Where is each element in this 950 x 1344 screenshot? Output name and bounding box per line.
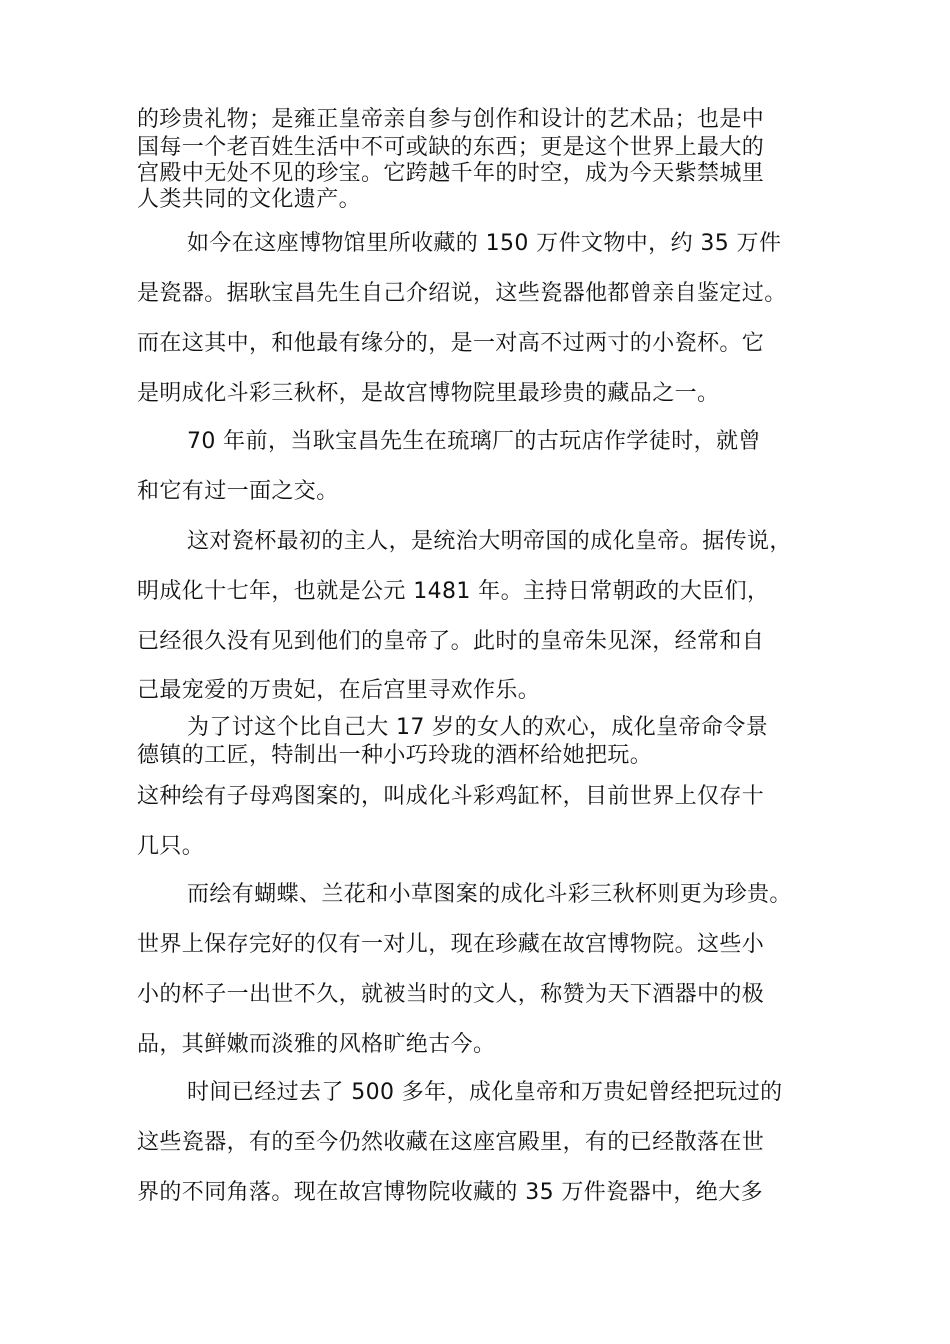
text-line: 为了讨这个比自己大 17 岁的女人的欢心，成化皇帝命令景 (187, 715, 769, 740)
text-line: 宫殿中无处不见的珍宝。它跨越千年的时空，成为今天紫禁城里 (137, 161, 765, 186)
text-line: 界的不同角落。现在故宫博物院收藏的 35 万件瓷器中，绝大多 (137, 1180, 763, 1205)
text-line: 已经很久没有见到他们的皇帝了。此时的皇帝朱见深，经常和自 (137, 629, 765, 654)
text-line: 世界上保存完好的仅有一对儿，现在珍藏在故宫博物院。这些小 (137, 932, 765, 957)
text-line: 如今在这座博物馆里所收藏的 150 万件文物中，约 35 万件 (187, 231, 782, 256)
text-line: 这种绘有子母鸡图案的，叫成化斗彩鸡缸杯，目前世界上仅存十 (137, 784, 765, 809)
text-line: 人类共同的文化遗产。 (137, 187, 362, 212)
text-line: 是瓷器。据耿宝昌先生自己介绍说，这些瓷器他都曾亲自鉴定过。 (137, 281, 787, 306)
text-line: 而绘有蝴蝶、兰花和小草图案的成化斗彩三秋杯则更为珍贵。 (187, 882, 792, 907)
text-line: 而在这其中，和他最有缘分的，是一对高不过两寸的小瓷杯。它 (137, 331, 765, 356)
text-line: 和它有过一面之交。 (137, 479, 339, 504)
text-line: 时间已经过去了 500 多年，成化皇帝和万贵妃曾经把玩过的 (187, 1080, 783, 1105)
text-line: 明成化十七年，也就是公元 1481 年。主持日常朝政的大臣们， (137, 579, 770, 604)
text-line: 几只。 (137, 834, 205, 859)
text-line: 小的杯子一出世不久，就被当时的文人，称赞为天下酒器中的极 (137, 982, 765, 1007)
text-line: 国每一个老百姓生活中不可或缺的东西；更是这个世界上最大的 (137, 135, 765, 160)
text-line: 是明成化斗彩三秋杯，是故宫博物院里最珍贵的藏品之一。 (137, 381, 720, 406)
text-line: 70 年前，当耿宝昌先生在琉璃厂的古玩店作学徒时，就曾 (187, 429, 761, 454)
text-line: 德镇的工匠，特制出一种小巧玲珑的酒杯给她把玩。 (137, 743, 653, 768)
text-line: 这些瓷器，有的至今仍然收藏在这座宫殿里，有的已经散落在世 (137, 1130, 765, 1155)
text-line: 的珍贵礼物；是雍正皇帝亲自参与创作和设计的艺术品；也是中 (137, 107, 765, 132)
text-line: 己最宠爱的万贵妃，在后宫里寻欢作乐。 (137, 678, 541, 703)
text-line: 这对瓷杯最初的主人，是统治大明帝国的成化皇帝。据传说， (187, 529, 792, 554)
text-line: 品，其鲜嫩而淡雅的风格旷绝古今。 (137, 1032, 496, 1057)
